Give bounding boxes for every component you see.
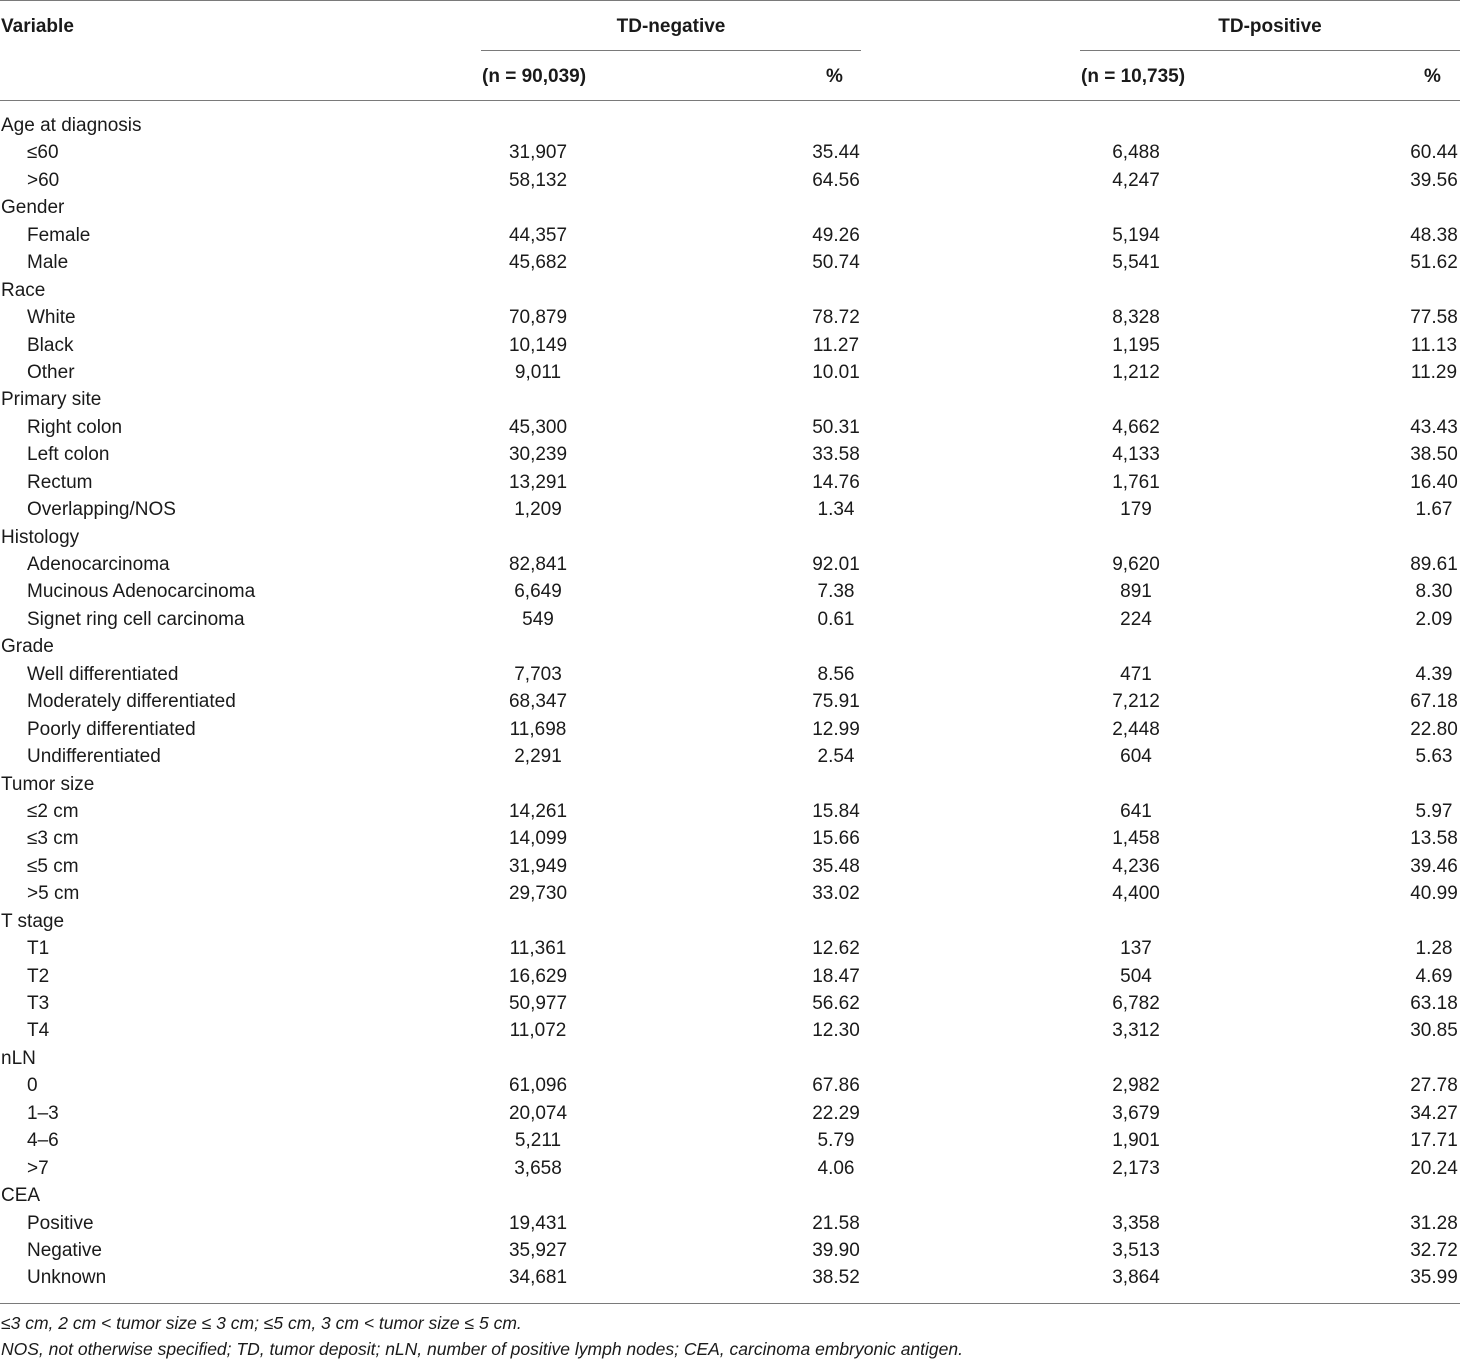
row-label: T2 [27, 965, 50, 987]
td-positive-rule [1080, 50, 1460, 51]
row-label: Moderately differentiated [27, 691, 236, 713]
table-row [0, 359, 1460, 386]
td-negative-count: 11,072 [509, 1020, 567, 1042]
td-positive-count: 6,782 [1112, 993, 1160, 1014]
td-negative-count: 44,357 [508, 224, 568, 246]
td-positive-percent: 30.85 [1410, 1020, 1458, 1042]
td-positive-count: 604 [1120, 746, 1152, 768]
table-row [0, 606, 1460, 633]
header-n-positive: (n = 10,735) [1081, 66, 1186, 87]
td-positive-percent: 39.56 [1410, 169, 1458, 191]
td-negative-percent: 56.62 [812, 993, 860, 1014]
td-negative-count: 6,649 [514, 581, 562, 603]
td-negative-percent: 8.56 [817, 663, 855, 685]
group-row [0, 112, 1460, 139]
row-label: Well differentiated [27, 663, 179, 685]
table-row [0, 1210, 1460, 1237]
td-positive-count: 4,662 [1112, 416, 1160, 438]
td-negative-percent: 18.47 [812, 965, 860, 987]
group-label: nLN [1, 1047, 36, 1069]
td-negative-percent: 15.84 [812, 800, 860, 822]
td-negative-percent: 2.54 [817, 746, 855, 768]
td-positive-percent: 5.63 [1415, 746, 1453, 768]
group-label: Gender [1, 197, 65, 219]
td-negative-percent: 11.27 [812, 334, 860, 356]
group-row [0, 524, 1460, 551]
td-negative-count: 45,300 [508, 416, 568, 438]
table-row [0, 935, 1460, 962]
group-row [0, 908, 1460, 935]
td-positive-percent: 5.97 [1415, 800, 1453, 822]
td-negative-percent: 75.91 [812, 691, 860, 713]
table-row [0, 963, 1460, 990]
td-positive-count: 4,236 [1112, 855, 1160, 877]
td-positive-percent: 4.69 [1415, 965, 1453, 987]
group-label: Histology [1, 526, 80, 548]
row-label: Signet ring cell carcinoma [27, 608, 245, 630]
td-positive-count: 3,358 [1112, 1212, 1160, 1234]
td-negative-count: 2,291 [514, 746, 562, 768]
group-row [0, 1045, 1460, 1072]
row-label: Rectum [27, 471, 93, 493]
table-row [0, 496, 1460, 523]
td-negative-count: 5,211 [514, 1130, 562, 1152]
row-label: >7 [27, 1157, 49, 1179]
table-row [0, 332, 1460, 359]
row-label: Adenocarcinoma [27, 554, 170, 575]
row-label: ≤60 [27, 142, 59, 164]
table-row [0, 688, 1460, 715]
td-negative-percent: 49.26 [812, 224, 860, 246]
td-positive-count: 4,247 [1112, 169, 1160, 191]
table-row [0, 139, 1460, 166]
row-label: >5 cm [27, 883, 80, 905]
td-negative-percent: 10.01 [812, 361, 860, 383]
td-positive-percent: 27.78 [1410, 1075, 1458, 1097]
group-row [0, 194, 1460, 221]
td-negative-count: 7,703 [514, 663, 562, 685]
table-row [0, 798, 1460, 825]
td-negative-count: 68,347 [508, 691, 568, 713]
row-label: 1–3 [27, 1102, 59, 1124]
td-positive-percent: 60.44 [1410, 142, 1458, 164]
td-negative-percent: 92.01 [812, 554, 860, 575]
group-row [0, 633, 1460, 660]
td-negative-count: 30,239 [508, 444, 568, 466]
table-row [0, 1155, 1460, 1182]
td-negative-count: 549 [522, 608, 554, 630]
row-label: White [27, 307, 76, 329]
td-negative-percent: 33.58 [812, 444, 860, 466]
table-row [0, 469, 1460, 496]
td-negative-count: 70,879 [508, 307, 568, 329]
table-row [0, 222, 1460, 249]
td-positive-percent: 67.18 [1410, 691, 1458, 713]
td-positive-percent: 16.40 [1410, 471, 1458, 493]
td-negative-percent: 21.58 [812, 1212, 860, 1234]
table-row [0, 1264, 1460, 1291]
header-td-positive: TD-positive [1218, 16, 1322, 37]
table-row [0, 1237, 1460, 1264]
row-label: 0 [27, 1075, 38, 1097]
table-row [0, 249, 1460, 276]
td-positive-percent: 1.28 [1415, 938, 1453, 960]
row-label: Male [27, 252, 69, 274]
td-negative-percent: 50.31 [812, 416, 860, 438]
td-positive-percent: 2.09 [1415, 608, 1453, 630]
table-row [0, 167, 1460, 194]
td-negative-count: 13,291 [508, 471, 568, 493]
table-row [0, 743, 1460, 770]
td-negative-count: 34,681 [508, 1267, 568, 1289]
row-label: ≤3 cm [27, 828, 79, 850]
footnote-abbreviations: NOS, not otherwise specified; TD, tumor deposit; nLN, number of positive lymph nodes; CEA, carcinoma embryonic antigen. [1, 1339, 963, 1359]
row-label: Mucinous Adenocarcinoma [27, 581, 256, 603]
row-label: Right colon [27, 416, 123, 438]
td-positive-count: 641 [1120, 800, 1152, 822]
td-positive-percent: 32.72 [1410, 1239, 1458, 1261]
table-row [0, 441, 1460, 468]
td-negative-percent: 12.99 [812, 718, 860, 740]
group-row [0, 1182, 1460, 1209]
td-negative-count: 19,431 [508, 1212, 568, 1234]
td-negative-count: 10,149 [508, 334, 568, 356]
header-td-negative: TD-negative [616, 16, 726, 37]
td-negative-count: 61,096 [508, 1075, 568, 1097]
td-positive-count: 179 [1120, 499, 1152, 521]
td-negative-percent: 0.61 [817, 608, 855, 630]
td-positive-count: 471 [1120, 663, 1152, 685]
td-positive-percent: 8.30 [1415, 581, 1453, 603]
td-negative-percent: 12.30 [812, 1020, 860, 1042]
td-positive-count: 1,212 [1112, 361, 1160, 383]
td-positive-count: 3,513 [1112, 1239, 1160, 1261]
td-negative-count: 11,698 [509, 718, 567, 740]
td-positive-count: 1,195 [1112, 334, 1160, 356]
td-positive-count: 9,620 [1112, 554, 1160, 575]
td-negative-percent: 78.72 [812, 307, 860, 329]
td-positive-count: 137 [1120, 938, 1152, 960]
row-label: Female [27, 224, 91, 246]
td-negative-count: 45,682 [508, 252, 568, 274]
td-positive-count: 224 [1120, 608, 1152, 630]
group-row [0, 386, 1460, 413]
table-row [0, 1072, 1460, 1099]
top-rule [0, 0, 1460, 1]
row-label: Positive [27, 1212, 94, 1234]
td-positive-percent: 34.27 [1410, 1102, 1458, 1124]
td-positive-percent: 11.13 [1410, 334, 1458, 356]
table-row [0, 1100, 1460, 1127]
td-negative-percent: 5.79 [817, 1130, 855, 1152]
table-row [0, 716, 1460, 743]
td-positive-count: 2,448 [1112, 718, 1160, 740]
td-negative-percent: 4.06 [817, 1157, 855, 1179]
group-row [0, 771, 1460, 798]
td-positive-count: 3,864 [1112, 1267, 1160, 1289]
row-label: Black [27, 334, 74, 356]
group-label: T stage [1, 910, 65, 932]
row-label: >60 [27, 169, 60, 191]
td-positive-count: 4,133 [1112, 444, 1160, 466]
td-negative-percent: 12.62 [812, 938, 860, 960]
td-positive-count: 1,901 [1112, 1130, 1160, 1152]
row-label: Undifferentiated [27, 746, 161, 768]
td-positive-percent: 1.67 [1415, 499, 1453, 521]
group-label: Primary site [1, 389, 102, 411]
td-positive-percent: 20.24 [1410, 1157, 1458, 1179]
table-row [0, 661, 1460, 688]
td-positive-percent: 40.99 [1410, 883, 1458, 905]
row-label: Left colon [27, 444, 110, 466]
table-row [0, 825, 1460, 852]
td-positive-count: 2,173 [1112, 1157, 1160, 1179]
row-label: 4–6 [27, 1130, 59, 1152]
td-negative-percent: 35.44 [812, 142, 860, 164]
row-label: Poorly differentiated [27, 718, 196, 740]
header-variable: Variable [1, 16, 74, 37]
row-label: T1 [27, 938, 50, 960]
group-label: Tumor size [1, 773, 95, 795]
td-negative-count: 3,658 [514, 1157, 562, 1179]
table-body [0, 112, 1460, 1292]
td-negative-count: 35,927 [508, 1239, 568, 1261]
table-row [0, 414, 1460, 441]
td-negative-rule [481, 50, 861, 51]
group-label: Race [1, 279, 46, 301]
td-positive-count: 1,761 [1112, 471, 1160, 493]
table-row [0, 1127, 1460, 1154]
header-pct-positive: % [1424, 66, 1441, 87]
td-negative-percent: 33.02 [812, 883, 860, 905]
td-positive-percent: 38.50 [1410, 444, 1458, 466]
group-row [0, 277, 1460, 304]
td-positive-percent: 63.18 [1410, 993, 1458, 1014]
row-label: T4 [27, 1020, 50, 1042]
td-positive-count: 2,982 [1112, 1075, 1160, 1097]
td-negative-count: 31,949 [508, 855, 568, 877]
footnote-tumor-size: ≤3 cm, 2 cm < tumor size ≤ 3 cm; ≤5 cm, 3 cm < tumor size ≤ 5 cm. [1, 1313, 522, 1333]
td-negative-count: 82,841 [508, 554, 568, 575]
td-positive-percent: 22.80 [1410, 718, 1458, 740]
td-negative-percent: 35.48 [812, 855, 860, 877]
row-label: Other [27, 361, 75, 383]
table-row [0, 990, 1460, 1017]
td-negative-percent: 15.66 [812, 828, 860, 850]
td-negative-count: 29,730 [508, 883, 568, 905]
td-positive-count: 5,541 [1112, 252, 1160, 274]
td-positive-percent: 51.62 [1410, 252, 1458, 274]
group-label: Grade [1, 636, 54, 658]
td-negative-count: 31,907 [508, 142, 568, 164]
td-positive-percent: 13.58 [1410, 828, 1458, 850]
table-row [0, 304, 1460, 331]
td-positive-percent: 17.71 [1410, 1130, 1458, 1152]
td-negative-percent: 39.90 [812, 1239, 860, 1261]
td-positive-count: 5,194 [1112, 224, 1160, 246]
td-negative-percent: 22.29 [812, 1102, 860, 1124]
table-row [0, 578, 1460, 605]
header-rule [0, 100, 1460, 101]
row-label: ≤5 cm [27, 855, 79, 877]
row-label: Overlapping/NOS [27, 499, 176, 521]
table-row [0, 1017, 1460, 1044]
header-pct-negative: % [826, 66, 843, 87]
td-positive-percent: 11.29 [1410, 361, 1458, 383]
td-positive-percent: 89.61 [1410, 554, 1458, 575]
td-positive-percent: 4.39 [1415, 663, 1453, 685]
td-positive-count: 7,212 [1112, 691, 1160, 713]
td-positive-percent: 77.58 [1410, 307, 1458, 329]
td-positive-percent: 35.99 [1410, 1267, 1458, 1289]
td-positive-count: 891 [1120, 581, 1152, 603]
td-negative-percent: 67.86 [812, 1075, 860, 1097]
td-positive-count: 6,488 [1112, 142, 1160, 164]
header-n-negative: (n = 90,039) [482, 66, 587, 87]
td-positive-percent: 43.43 [1410, 416, 1458, 438]
td-negative-percent: 64.56 [812, 169, 860, 191]
td-negative-count: 20,074 [508, 1102, 568, 1124]
td-positive-percent: 39.46 [1410, 855, 1458, 877]
td-negative-count: 16,629 [508, 965, 568, 987]
td-positive-percent: 48.38 [1410, 224, 1458, 246]
td-negative-count: 1,209 [514, 499, 562, 521]
group-label: Age at diagnosis [1, 115, 142, 136]
row-label: T3 [27, 993, 50, 1014]
td-positive-count: 504 [1120, 965, 1152, 987]
td-positive-count: 1,458 [1112, 828, 1160, 850]
td-negative-percent: 38.52 [812, 1267, 860, 1289]
row-label: ≤2 cm [27, 800, 79, 822]
group-label: CEA [1, 1185, 41, 1207]
table-row [0, 551, 1460, 578]
row-label: Negative [27, 1239, 102, 1261]
td-negative-count: 11,361 [509, 938, 567, 960]
td-negative-count: 58,132 [508, 169, 568, 191]
table-row [0, 880, 1460, 907]
td-positive-count: 3,312 [1112, 1020, 1160, 1042]
td-negative-count: 9,011 [514, 361, 562, 383]
td-negative-percent: 7.38 [817, 581, 855, 603]
td-positive-percent: 31.28 [1410, 1212, 1458, 1234]
table-row [0, 853, 1460, 880]
td-negative-count: 14,099 [508, 828, 568, 850]
td-negative-percent: 50.74 [812, 252, 860, 274]
td-negative-percent: 1.34 [817, 499, 855, 521]
td-negative-count: 50,977 [508, 993, 568, 1014]
row-label: Unknown [27, 1267, 107, 1289]
td-positive-count: 8,328 [1112, 307, 1160, 329]
bottom-rule [0, 1303, 1460, 1304]
td-negative-count: 14,261 [508, 800, 568, 822]
td-positive-count: 3,679 [1112, 1102, 1160, 1124]
td-negative-percent: 14.76 [812, 471, 860, 493]
td-positive-count: 4,400 [1112, 883, 1160, 905]
